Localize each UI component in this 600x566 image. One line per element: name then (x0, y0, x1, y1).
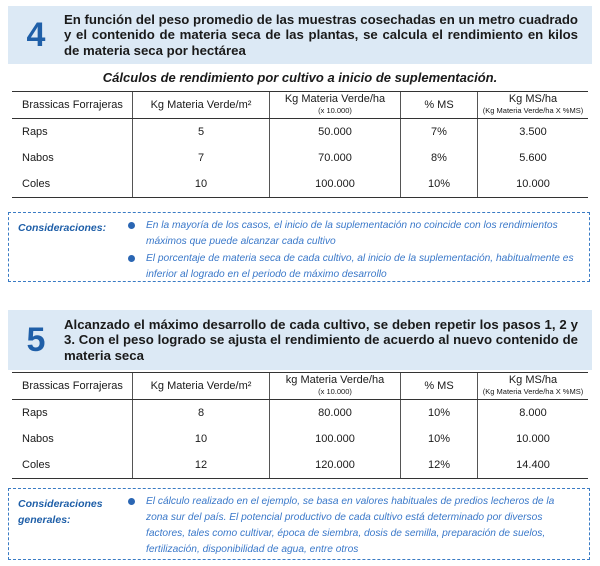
header-ms: % MS (401, 92, 478, 119)
considerations-label (9, 489, 126, 559)
header-kg-mv-m2: Kg Materia Verde/m² (133, 92, 270, 119)
cell-kg-m2: 12 (133, 452, 270, 479)
header-kg-ms-ha-note: (Kg Materia Verde/ha X %MS) (482, 106, 584, 115)
bullet-icon (128, 222, 135, 229)
cell-ms: 7% (401, 119, 478, 146)
header-ms: % MS (401, 373, 478, 400)
table-row (12, 171, 588, 198)
bullet-icon (128, 255, 135, 262)
cell-ms-ha: 5.600 (478, 145, 589, 171)
step-4-banner (8, 6, 592, 64)
header-crop: Brassicas Forrajeras (12, 373, 133, 400)
table-row (12, 119, 588, 146)
cell-ms: 10% (401, 400, 478, 427)
cell-crop: Raps (22, 126, 48, 138)
cell-crop: Raps (22, 407, 48, 419)
list-item (126, 251, 579, 283)
table-row (12, 452, 588, 479)
header-kg-ms-ha-label: Kg MS/ha (508, 374, 558, 386)
table-header-row (12, 92, 588, 119)
cell-crop: Nabos (22, 433, 54, 445)
header-kg-mv-ha (270, 373, 401, 400)
cell-kg-ha: 100.000 (270, 171, 401, 198)
header-kg-ms-ha-label: Kg MS/ha (508, 93, 558, 105)
considerations-box-1 (8, 212, 590, 282)
header-kg-ms-ha-note: (Kg Materia Verde/ha X %MS) (482, 387, 584, 396)
table-header-row (12, 373, 588, 400)
table-row (12, 400, 588, 427)
header-kg-mv-ha-label: Kg Materia Verde/ha (284, 93, 386, 105)
cell-kg-ha: 50.000 (270, 119, 401, 146)
header-kg-ms-ha (478, 92, 589, 119)
cell-ms: 8% (401, 145, 478, 171)
cell-ms: 12% (401, 452, 478, 479)
cell-ms-ha: 10.000 (478, 426, 589, 452)
step-5-banner (8, 310, 592, 370)
step-5-text: Alcanzado el máximo desarrollo de cada cultivo, se deben repetir los pasos 1, 2 y 3. Con el peso logrado se ajusta el rendimiento de acuerdo al nuevo contenido de materia seca (64, 316, 578, 363)
header-kg-mv-ha (270, 92, 401, 119)
header-kg-mv-m2: Kg Materia Verde/m² (133, 373, 270, 400)
header-crop: Brassicas Forrajeras (12, 92, 133, 119)
considerations-label-line-1: Consideraciones (18, 498, 103, 510)
cell-kg-m2: 8 (133, 400, 270, 427)
cell-kg-m2: 7 (133, 145, 270, 171)
table-row (12, 426, 588, 452)
considerations-box-2 (8, 488, 590, 560)
list-item (126, 494, 579, 558)
yield-table-initial (12, 91, 588, 198)
cell-crop: Coles (12, 171, 133, 198)
cell-kg-ha: 120.000 (270, 452, 401, 479)
header-kg-mv-ha-note: (x 10.000) (318, 387, 352, 396)
considerations-label-line-2: generales: (18, 514, 71, 526)
cell-kg-ha: 70.000 (270, 145, 401, 171)
list-item-text: El porcentaje de materia seca de cada cultivo, al inicio de la suplementación, habitualmente es inferior al logrado en el periodo de máximo desarrollo (146, 253, 574, 280)
list-item (126, 218, 579, 250)
cell-kg-m2: 10 (133, 426, 270, 452)
cell-kg-m2: 10 (133, 171, 270, 198)
cell-ms-ha: 3.500 (478, 119, 589, 146)
header-kg-ms-ha (478, 373, 589, 400)
table-1-subtitle: Cálculos de rendimiento por cultivo a inicio de suplementación. (102, 70, 498, 85)
cell-kg-m2: 5 (133, 119, 270, 146)
cell-ms-ha: 8.000 (478, 400, 589, 427)
list-item-text: En la mayoría de los casos, el inicio de la suplementación no coincide con los rendimientos máximos que puede alcanzar cada cultivo (146, 220, 558, 247)
cell-crop: Nabos (22, 152, 54, 164)
considerations-label: Consideraciones: (18, 222, 107, 234)
cell-kg-ha: 80.000 (270, 400, 401, 427)
cell-ms-ha: 10.000 (478, 171, 589, 198)
step-4-number: 4 (26, 15, 46, 54)
cell-ms: 10% (401, 171, 478, 198)
cell-ms: 10% (401, 426, 478, 452)
cell-crop: Coles (12, 452, 133, 479)
list-item-text: El cálculo realizado en el ejemplo, se basa en valores habituales de predios lecheros de la zona sur del país. El potencial productivo de cada cultivo está determinado por diversos factores, tales como cultivar, época de siembra, dosis de semilla, preparación de suelos, fertilización, disponibilidad de agua, entre otros (146, 496, 555, 555)
considerations-list (126, 213, 589, 281)
header-kg-mv-ha-note: (x 10.000) (318, 106, 352, 115)
step-5-number: 5 (26, 320, 46, 359)
cell-ms-ha: 14.400 (478, 452, 589, 479)
table-row (12, 145, 588, 171)
yield-table-max (12, 372, 588, 479)
considerations-list (126, 489, 589, 559)
bullet-icon (128, 498, 135, 505)
cell-kg-ha: 100.000 (270, 426, 401, 452)
step-4-text: En función del peso promedio de las muestras cosechadas en un metro cuadrado y el contenido de materia seca de las plantas, se calcula el rendimiento en kilos de materia seca por hectárea (64, 11, 578, 58)
header-kg-mv-ha-label: kg Materia Verde/ha (285, 374, 385, 386)
